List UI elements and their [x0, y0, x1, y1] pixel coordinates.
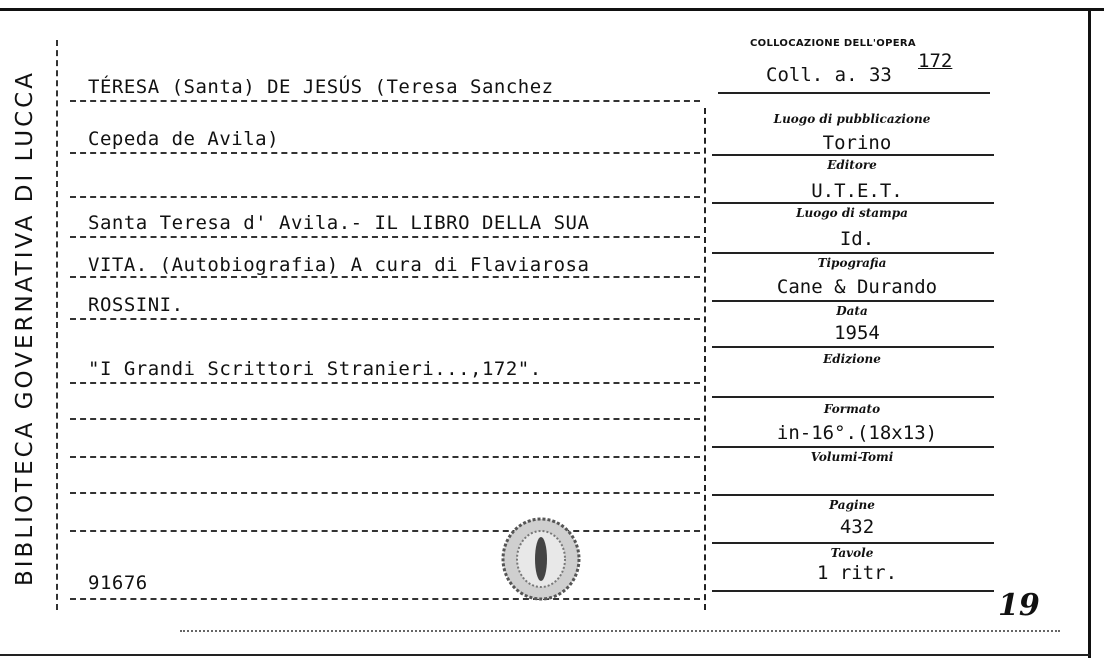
scan-noise — [180, 630, 1060, 632]
column-divider — [704, 108, 706, 610]
field-rule-9 — [712, 542, 994, 544]
inventory-number: 91676 — [88, 572, 148, 594]
rule-10 — [70, 492, 700, 494]
card-right-edge — [1088, 8, 1091, 658]
rule-8 — [70, 418, 700, 420]
rule-9 — [70, 456, 700, 458]
title-line-3: ROSSINI. — [88, 294, 184, 316]
publisher-label: Editore — [827, 158, 877, 172]
margin-rule — [56, 40, 58, 610]
handwritten-number: 19 — [998, 588, 1040, 623]
title-line-2: VITA. (Autobiografia) A cura di Flaviarosa — [88, 254, 590, 276]
collocation-heading: COLLOCAZIONE DELL'OPERA — [750, 38, 916, 49]
field-rule-7 — [712, 446, 994, 448]
collocation-number: 172 — [918, 50, 953, 72]
card-top-edge — [0, 8, 1104, 11]
field-rule-6 — [712, 396, 994, 398]
library-stamp — [498, 514, 584, 604]
rule-5 — [70, 276, 700, 278]
pages-value: 432 — [839, 516, 875, 538]
rule-6 — [70, 318, 700, 320]
format-label: Formato — [823, 402, 881, 416]
series-line: "I Grandi Scrittori Stranieri...,172". — [88, 358, 542, 380]
author-line-2: Cepeda de Avila) — [88, 128, 280, 150]
collocation-value: Coll. a. 33 — [766, 64, 892, 86]
rule-4 — [70, 236, 700, 238]
plates-value: 1 ritr. — [816, 562, 898, 584]
format-value: in-16°.(18x13) — [776, 422, 938, 444]
rule-7 — [70, 382, 700, 384]
plates-label: Tavole — [830, 546, 874, 560]
print-place-value: Id. — [839, 228, 875, 250]
collocation-rule — [718, 92, 990, 94]
rule-3 — [70, 196, 700, 198]
printer-label: Tipografia — [817, 256, 887, 270]
publisher-value: U.T.E.T. — [811, 180, 903, 202]
field-rule-5 — [712, 346, 994, 348]
field-rule-10 — [712, 590, 994, 592]
field-rule-8 — [712, 494, 994, 496]
field-rule-3 — [712, 252, 994, 254]
card-bottom-edge — [0, 654, 1090, 656]
field-rule-1 — [712, 154, 994, 156]
printer-value: Cane & Durando — [776, 276, 938, 298]
rule-12 — [70, 598, 700, 600]
volumes-label: Volumi-Tomi — [810, 450, 894, 464]
date-value: 1954 — [834, 322, 880, 344]
rule-11 — [70, 530, 700, 532]
print-place-label: Luogo di stampa — [796, 206, 908, 220]
publication-place-label: Luogo di pubblicazione — [773, 112, 931, 126]
rule-2 — [70, 152, 700, 154]
title-line-1: Santa Teresa d' Avila.- IL LIBRO DELLA SUA — [88, 212, 590, 234]
field-rule-4 — [712, 300, 994, 302]
edition-label: Edizione — [823, 352, 881, 366]
publication-place-value: Torino — [822, 132, 892, 154]
library-name: BIBLIOTECA GOVERNATIVA DI LUCCA — [12, 70, 38, 586]
rule-1 — [70, 100, 700, 102]
field-rule-2 — [712, 202, 994, 204]
pages-label: Pagine — [829, 498, 875, 512]
author-line-1: TÉRESA (Santa) DE JESÚS (Teresa Sanchez — [88, 76, 554, 98]
date-label: Data — [836, 304, 868, 318]
